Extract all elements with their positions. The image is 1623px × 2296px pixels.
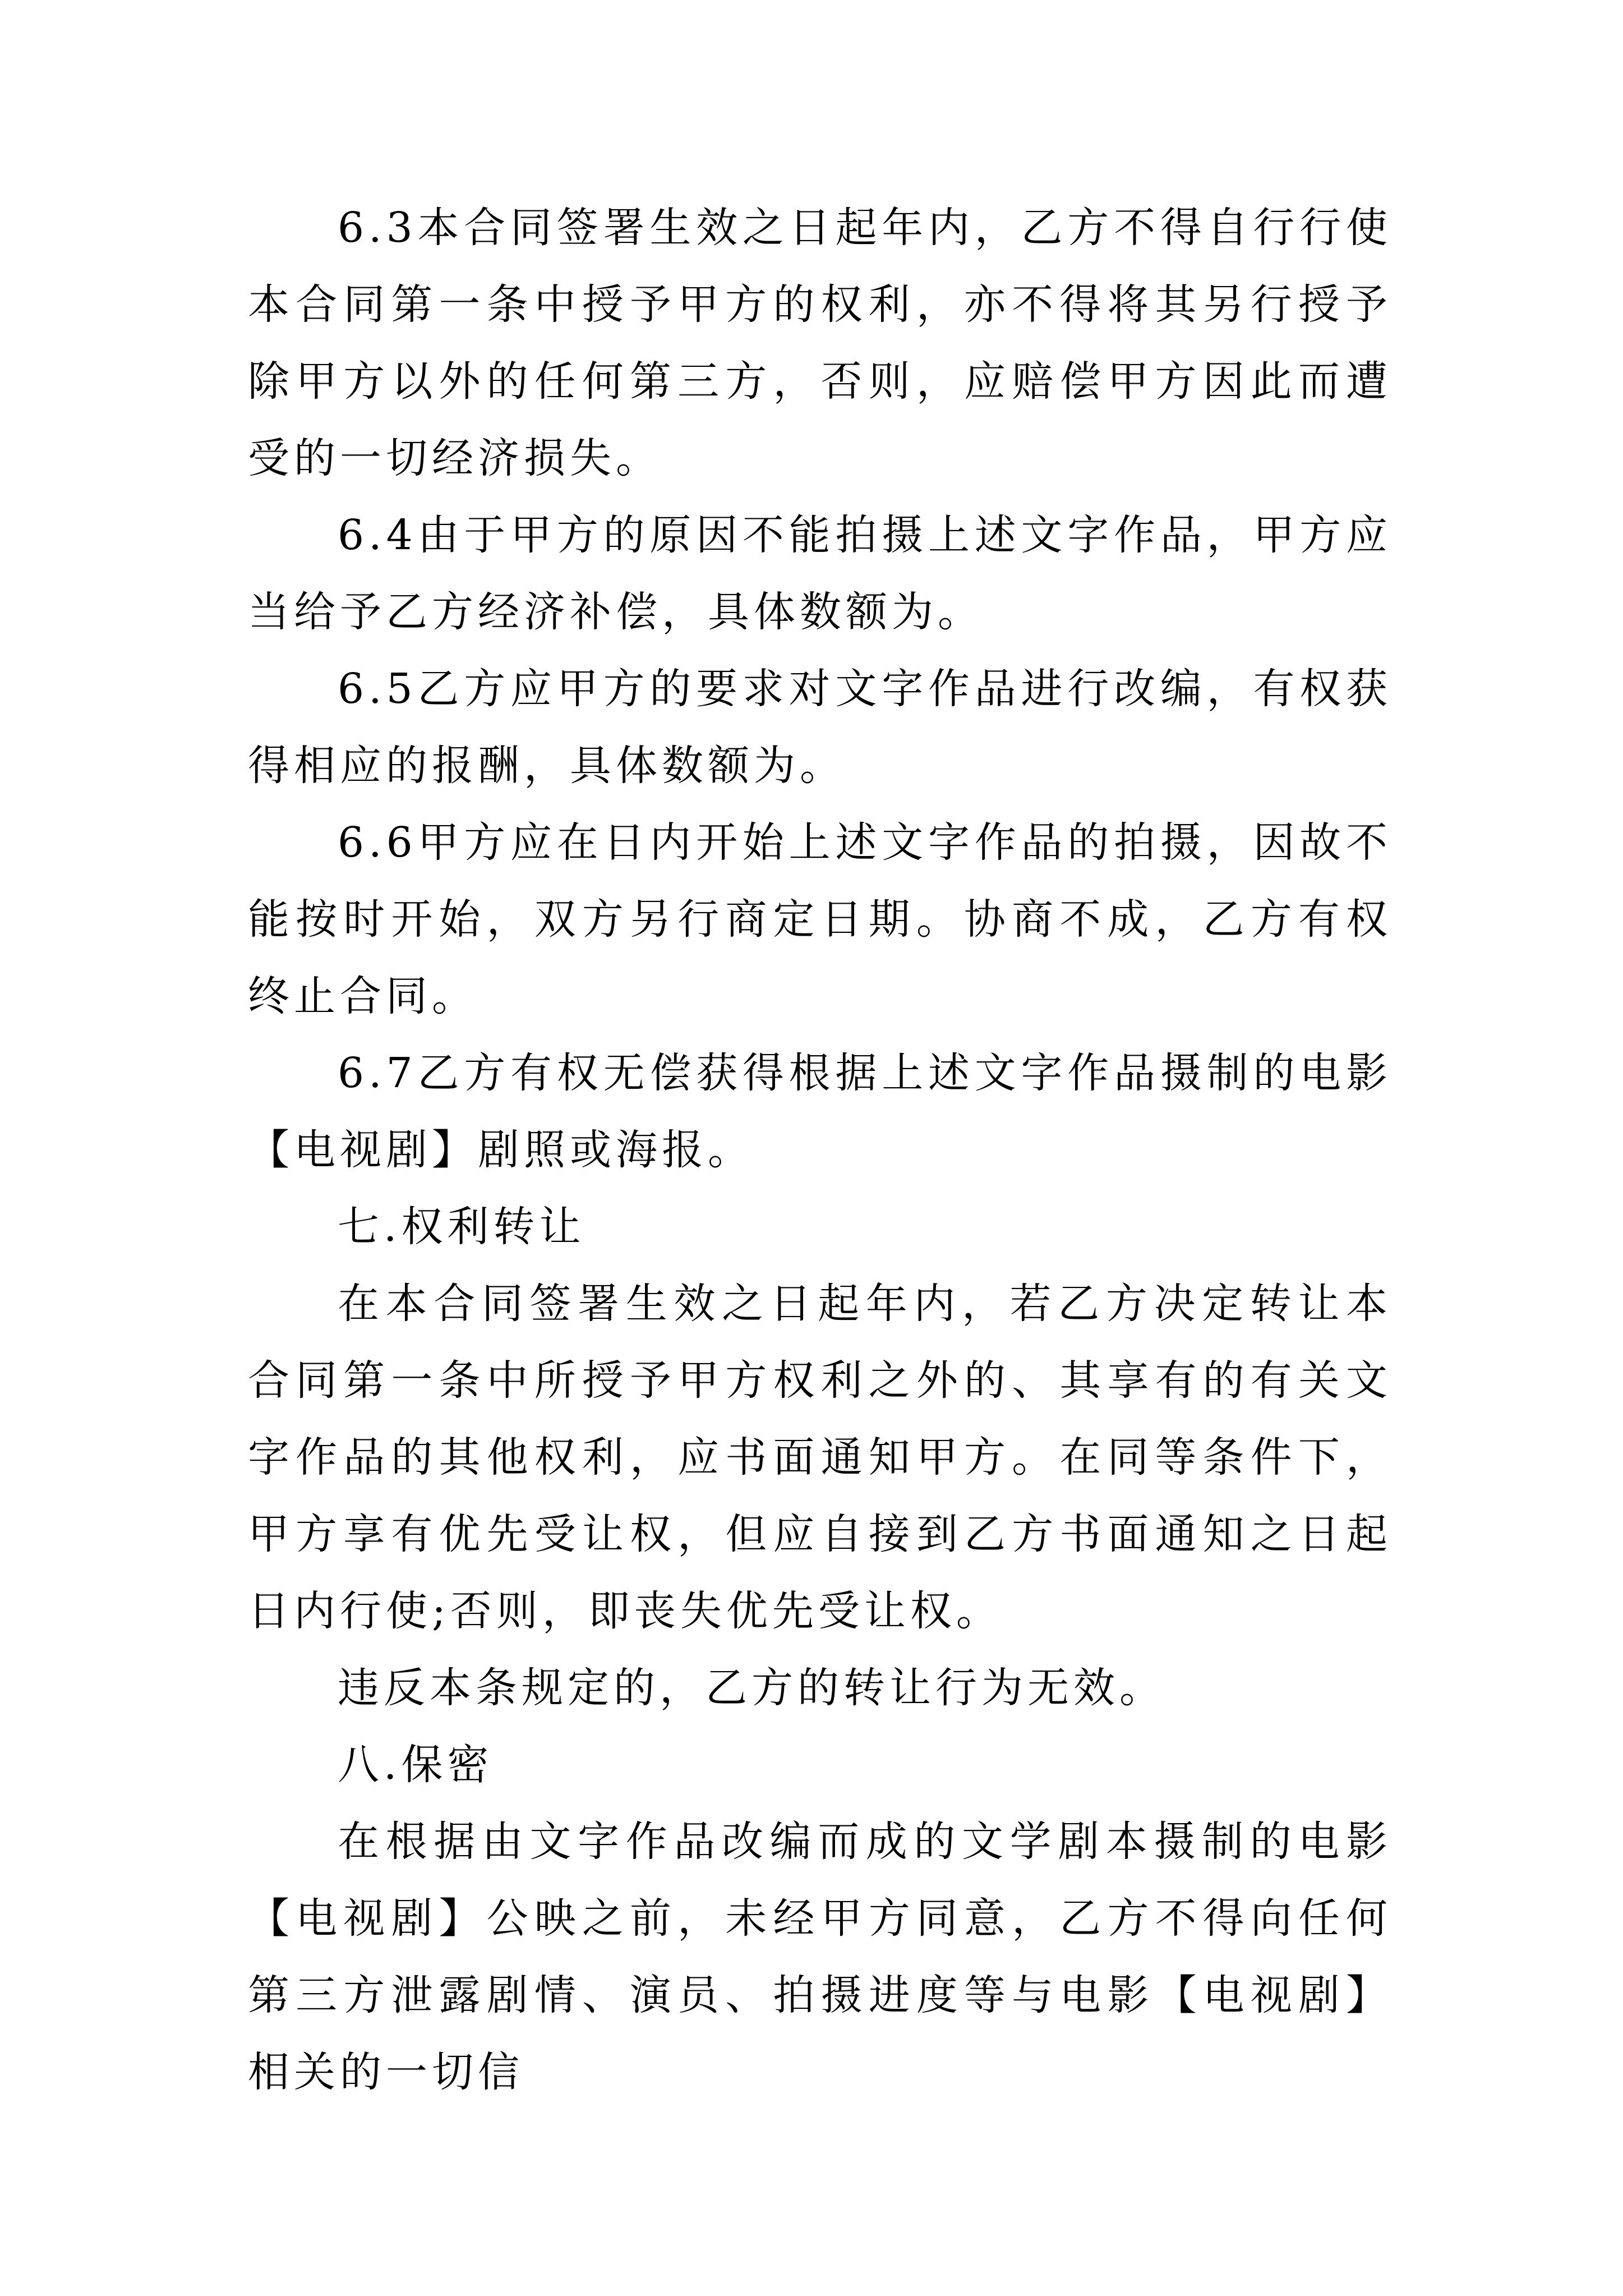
clause-6-3-paragraph: 6.3本合同签署生效之日起年内，乙方不得自行行使本合同第一条中授予甲方的权利，亦不得将其另行授予除甲方以外的任何第三方，否则，应赔偿甲方因此而遭受的一切经济损失。 (248, 204, 1392, 482)
clause-6-7-paragraph: 6.7乙方有权无偿获得根据上述文字作品摄制的电影【电视剧】剧照或海报。 (248, 1049, 1392, 1174)
clause-6-4-paragraph: 6.4由于甲方的原因不能拍摄上述文字作品，甲方应当给予乙方经济补偿，具体数额为。 (248, 511, 1392, 636)
clause-6-6-paragraph: 6.6甲方应在日内开始上述文字作品的拍摄，因故不能按时开始，双方另行商定日期。协商不成，乙方有权终止合同。 (248, 818, 1392, 1020)
clause-6-5-paragraph: 6.5乙方应甲方的要求对文字作品进行改编，有权获得相应的报酬，具体数额为。 (248, 665, 1392, 790)
section-8-heading: 八.保密 (338, 1741, 494, 1789)
section-7-violation-paragraph: 违反本条规定的，乙方的转让行为无效。 (338, 1664, 1165, 1712)
section-7-body-paragraph: 在本合同签署生效之日起年内，若乙方决定转让本合同第一条中所授予甲方权利之外的、其享有的有关文字作品的其他权利，应书面通知甲方。在同等条件下，甲方享有优先受让权，但应自接到乙方书面通知之日起日内行使;否则，即丧失优先受让权。 (248, 1280, 1392, 1635)
section-7-heading: 七.权利转让 (338, 1203, 585, 1251)
section-8-body-paragraph: 在根据由文字作品改编而成的文学剧本摄制的电影【电视剧】公映之前，未经甲方同意，乙方不得向任何第三方泄露剧情、演员、拍摄进度等与电影【电视剧】相关的一切信 (248, 1818, 1392, 2096)
document-body (248, 190, 1392, 2111)
